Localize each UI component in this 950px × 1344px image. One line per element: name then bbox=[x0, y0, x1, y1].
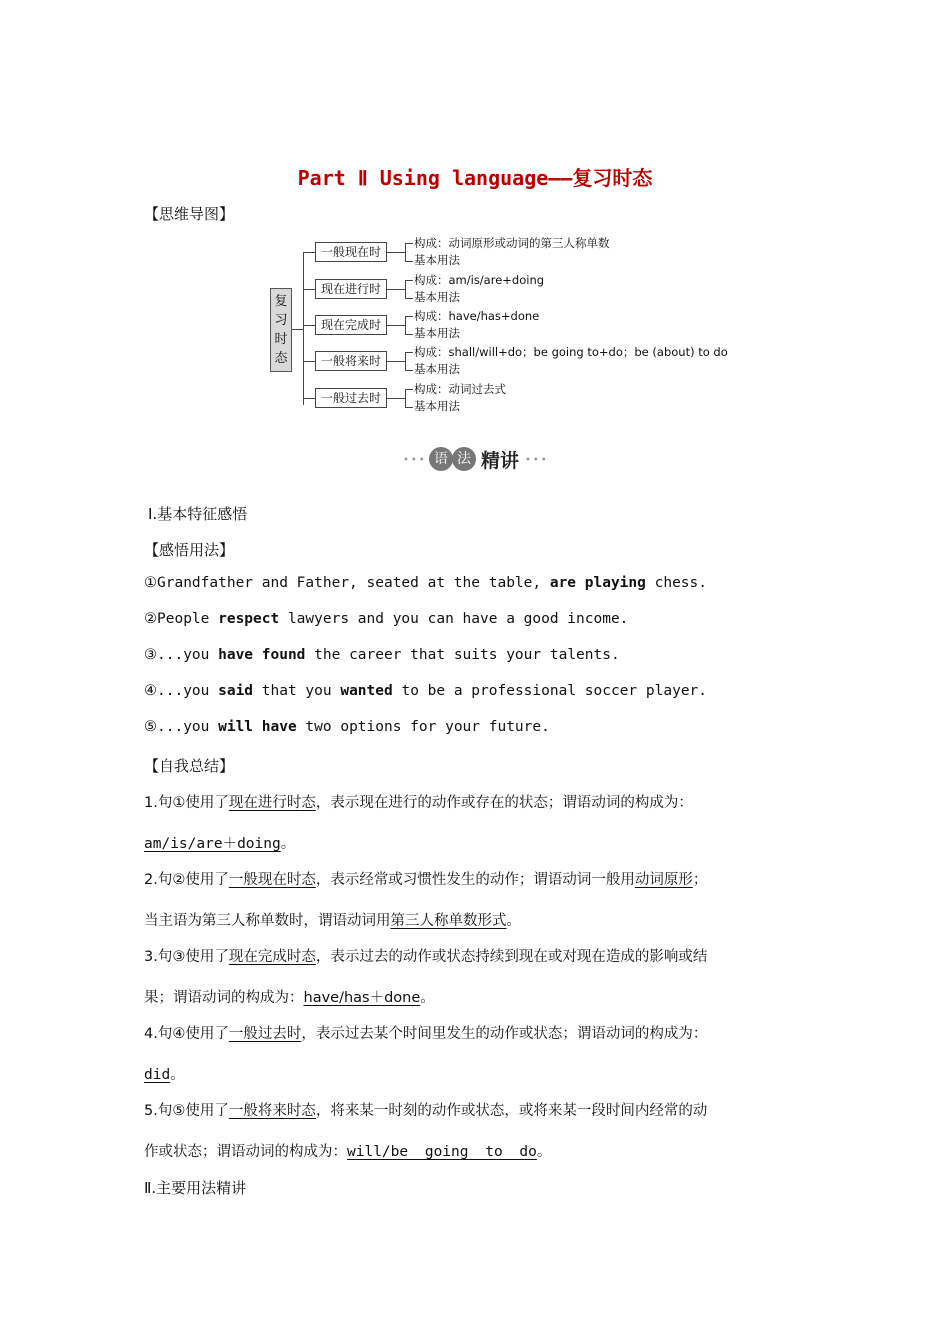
example-sentence bbox=[144, 719, 550, 735]
mindmap-root-connector bbox=[292, 329, 303, 330]
answer-blank: am/is/are＋doing bbox=[144, 836, 281, 852]
mindmap-leaf-connector bbox=[387, 252, 405, 253]
verb-highlight: are playing bbox=[549, 575, 646, 591]
banner-dots-right: ••• bbox=[525, 455, 549, 466]
sentence-text: ...you bbox=[157, 683, 219, 699]
mindmap-branch-box: 一般现在时 bbox=[315, 242, 387, 262]
section1-heading: Ⅰ.基本特征感悟 bbox=[148, 505, 248, 523]
mindmap-leaf-tick bbox=[405, 334, 413, 335]
sentence-text: to be a professional soccer player. bbox=[392, 683, 708, 699]
banner-circle-2: 法 bbox=[452, 447, 476, 471]
mindmap-form-text: 构成：动词过去式 bbox=[414, 382, 506, 396]
sentence-number: ④ bbox=[144, 683, 157, 699]
summary-3-line1: 3.句③使用了现在完成时态，表示过去的动作或状态持续到现在或对现在造成的影响或结 bbox=[144, 949, 708, 965]
summary-5-line1: 5.句⑤使用了一般将来时态，将来某一时刻的动作或状态，或将来某一段时间内经常的动 bbox=[144, 1103, 708, 1119]
sentence-text: Grandfather and Father, seated at the table, bbox=[157, 575, 550, 591]
mindmap-leaf-tick bbox=[405, 243, 413, 244]
banner-dots-left: ••• bbox=[403, 455, 427, 466]
mindmap-usage-text: 基本用法 bbox=[414, 362, 460, 376]
answer-blank: 一般现在时态 bbox=[228, 872, 316, 888]
verb-highlight: said bbox=[218, 683, 254, 699]
sentence-text: People bbox=[157, 611, 219, 627]
sentence-text: lawyers and you can have a good income. bbox=[279, 611, 629, 627]
summary-4-line1: 4.句④使用了一般过去时，表示过去某个时间里发生的动作或状态；谓语动词的构成为： bbox=[144, 1026, 708, 1042]
mindmap-heading: 【思维导图】 bbox=[144, 205, 235, 223]
sentence-text: the career that suits your talents. bbox=[305, 647, 620, 663]
answer-blank: will/be going to do bbox=[347, 1144, 537, 1160]
mindmap-usage-text: 基本用法 bbox=[414, 290, 460, 304]
verb-highlight: wanted bbox=[340, 683, 393, 699]
mindmap-leaf-connector bbox=[387, 398, 405, 399]
summary-2-line1: 2.句②使用了一般现在时态，表示经常或习惯性发生的动作；谓语动词一般用动词原形； bbox=[144, 872, 708, 888]
mindmap-spine bbox=[303, 252, 304, 405]
mindmap-leaf-tick bbox=[405, 280, 413, 281]
answer-blank: 动词原形 bbox=[634, 872, 693, 888]
mindmap-usage-text: 基本用法 bbox=[414, 326, 460, 340]
summary-1-line2: am/is/are＋doing。 bbox=[144, 836, 296, 852]
sentence-text: chess. bbox=[645, 575, 707, 591]
mindmap-branch-box: 现在完成时 bbox=[315, 315, 387, 335]
sentence-text: that you bbox=[253, 683, 341, 699]
mindmap-root: 复习时态 bbox=[270, 288, 292, 372]
usage-heading: 【感悟用法】 bbox=[144, 541, 235, 559]
verb-highlight: have found bbox=[218, 647, 306, 663]
mindmap-form-text: 构成：am/is/are+doing bbox=[414, 273, 545, 287]
answer-blank: 现在完成时态 bbox=[228, 949, 316, 965]
summary-4-line2: did。 bbox=[144, 1067, 185, 1083]
mindmap-branch-box: 一般过去时 bbox=[315, 388, 387, 408]
mindmap-usage-text: 基本用法 bbox=[414, 399, 460, 413]
mindmap-leaf-connector bbox=[387, 289, 405, 290]
verb-highlight: will have bbox=[218, 719, 297, 735]
answer-blank: 一般过去时 bbox=[228, 1026, 302, 1042]
mindmap-leaf-tick bbox=[405, 298, 413, 299]
mindmap-branch-box: 现在进行时 bbox=[315, 279, 387, 299]
mindmap-leaf-tick bbox=[405, 316, 413, 317]
mindmap-branch-connector bbox=[303, 361, 315, 362]
answer-blank: have/has＋done bbox=[303, 990, 421, 1006]
summary-5-line2: 作或状态；谓语动词的构成为：will/be going to do。 bbox=[144, 1144, 552, 1160]
mindmap-branch-connector bbox=[303, 289, 315, 290]
answer-blank: 一般将来时态 bbox=[228, 1103, 316, 1119]
mindmap-form-text: 构成：have/has+done bbox=[414, 309, 540, 323]
mindmap-leaf-tick bbox=[405, 389, 413, 390]
sentence-text: ...you bbox=[157, 719, 219, 735]
example-sentence bbox=[144, 683, 707, 699]
answer-blank: did bbox=[144, 1067, 171, 1083]
summary-3-line2: 果；谓语动词的构成为：have/has＋done。 bbox=[144, 990, 435, 1006]
example-sentence bbox=[144, 647, 620, 663]
banner-circle-1: 语 bbox=[429, 447, 453, 471]
banner-word: 精讲 bbox=[481, 450, 520, 472]
mindmap-branch-connector bbox=[303, 252, 315, 253]
mindmap-leaf-bracket bbox=[405, 389, 406, 407]
sentence-number: ② bbox=[144, 611, 157, 627]
mindmap-branch-connector bbox=[303, 325, 315, 326]
answer-blank: 现在进行时态 bbox=[228, 795, 316, 811]
mindmap-usage-text: 基本用法 bbox=[414, 253, 460, 267]
mindmap-leaf-tick bbox=[405, 407, 413, 408]
sentence-text: two options for your future. bbox=[296, 719, 550, 735]
mindmap-leaf-tick bbox=[405, 370, 413, 371]
title-part: Part Ⅱ Using language—— bbox=[297, 166, 573, 190]
example-sentence bbox=[144, 575, 707, 591]
mindmap-form-text: 构成：shall/will+do；be going to+do；be (about) to do bbox=[414, 345, 728, 359]
sentence-number: ⑤ bbox=[144, 719, 157, 735]
mindmap-leaf-bracket bbox=[405, 280, 406, 298]
mindmap-branch-connector bbox=[303, 398, 315, 399]
summary-1-line1: 1.句①使用了现在进行时态，表示现在进行的动作或存在的状态；谓语动词的构成为： bbox=[144, 795, 693, 811]
sentence-number: ③ bbox=[144, 647, 157, 663]
mindmap-form-text: 构成：动词原形或动词的第三人称单数 bbox=[414, 236, 610, 250]
sentence-text: ...you bbox=[157, 647, 219, 663]
summary-heading: 【自我总结】 bbox=[144, 757, 235, 775]
mindmap-leaf-bracket bbox=[405, 316, 406, 334]
sentence-number: ① bbox=[144, 575, 157, 591]
mindmap-leaf-connector bbox=[387, 361, 405, 362]
mindmap-leaf-bracket bbox=[405, 352, 406, 370]
example-sentence bbox=[144, 611, 628, 627]
page-title bbox=[0, 162, 950, 191]
mindmap-branch-box: 一般将来时 bbox=[315, 351, 387, 371]
mindmap-leaf-bracket bbox=[405, 243, 406, 261]
mindmap-leaf-tick bbox=[405, 261, 413, 262]
mindmap-leaf-tick bbox=[405, 352, 413, 353]
summary-2-line2: 当主语为第三人称单数时，谓语动词用第三人称单数形式。 bbox=[144, 913, 521, 929]
title-topic: 复习时态 bbox=[572, 166, 653, 190]
verb-highlight: respect bbox=[218, 611, 280, 627]
answer-blank: 第三人称单数形式 bbox=[390, 913, 507, 929]
section2-heading: Ⅱ.主要用法精讲 bbox=[144, 1179, 247, 1197]
mindmap-leaf-connector bbox=[387, 325, 405, 326]
